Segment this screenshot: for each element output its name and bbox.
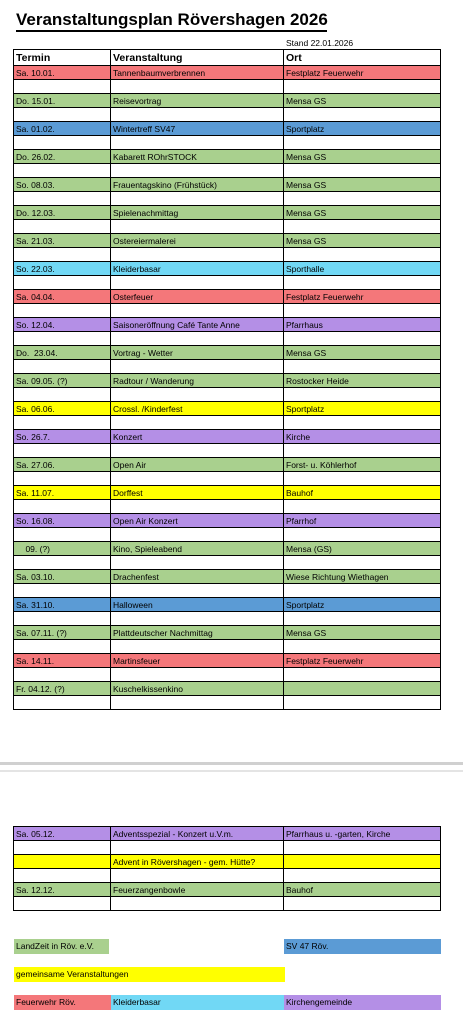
spacer-row: [14, 80, 441, 94]
event-name: Frauentagskino (Frühstück): [111, 178, 284, 192]
event-date: Sa. 27.06.: [14, 458, 111, 472]
legend-landzeit: LandZeit in Röv. e.V.: [14, 939, 109, 954]
spacer-row: [14, 164, 441, 178]
spacer-cell: [14, 528, 111, 542]
event-location: Festplatz Feuerwehr: [284, 654, 441, 668]
spacer-cell: [111, 360, 284, 374]
spacer-row: [14, 841, 441, 855]
event-location: Forst- u. Köhlerhof: [284, 458, 441, 472]
spacer-cell: [284, 612, 441, 626]
event-date: Fr. 04.12. (?): [14, 682, 111, 696]
spacer-cell: [14, 869, 111, 883]
event-row: [14, 290, 441, 304]
spacer-row: [14, 696, 441, 710]
event-date: Do. 15.01.: [14, 94, 111, 108]
event-name: Drachenfest: [111, 570, 284, 584]
event-name: Wintertreff SV47: [111, 122, 284, 136]
event-table: [13, 49, 441, 710]
event-name: Martinsfeuer: [111, 654, 284, 668]
spacer-row: [14, 897, 441, 911]
spacer-cell: [284, 80, 441, 94]
event-name: Open Air Konzert: [111, 514, 284, 528]
spacer-cell: [284, 108, 441, 122]
spacer-cell: [14, 500, 111, 514]
event-date: Sa. 05.12.: [14, 827, 111, 841]
event-row: [14, 827, 441, 841]
spacer-cell: [284, 668, 441, 682]
spacer-cell: [14, 444, 111, 458]
event-row: [14, 458, 441, 472]
stand-date: Stand 22.01.2026: [286, 38, 354, 48]
event-row: [14, 206, 441, 220]
spacer-row: [14, 528, 441, 542]
spacer-cell: [284, 528, 441, 542]
event-date: Sa. 31.10.: [14, 598, 111, 612]
event-location: Sportplatz: [284, 598, 441, 612]
spacer-cell: [111, 500, 284, 514]
event-date: Sa. 06.06.: [14, 402, 111, 416]
table-header: [14, 50, 441, 66]
event-row: [14, 262, 441, 276]
legend-sv47: SV 47 Röv.: [284, 939, 441, 954]
header-ort: Ort: [284, 50, 441, 66]
event-row: [14, 654, 441, 668]
spacer-cell: [14, 696, 111, 710]
event-row: [14, 178, 441, 192]
spacer-cell: [111, 897, 284, 911]
spacer-cell: [284, 869, 441, 883]
spacer-cell: [284, 192, 441, 206]
event-location: Mensa GS: [284, 150, 441, 164]
event-location: Pfarrhaus u. -garten, Kirche: [284, 827, 441, 841]
event-row: [14, 430, 441, 444]
event-row: [14, 855, 441, 869]
spacer-row: [14, 500, 441, 514]
event-date: So. 12.04.: [14, 318, 111, 332]
spacer-cell: [14, 360, 111, 374]
event-date: [14, 855, 111, 869]
spacer-row: [14, 556, 441, 570]
event-date: Sa. 12.12.: [14, 883, 111, 897]
event-date: So. 22.03.: [14, 262, 111, 276]
spacer-cell: [14, 136, 111, 150]
event-name: Adventsspezial - Konzert u.V.m.: [111, 827, 284, 841]
spacer-row: [14, 360, 441, 374]
spacer-cell: [14, 304, 111, 318]
spacer-cell: [14, 276, 111, 290]
section-divider-shadow: [0, 770, 463, 772]
event-name: Reisevortrag: [111, 94, 284, 108]
spacer-row: [14, 332, 441, 346]
event-date: Do. 12.03.: [14, 206, 111, 220]
spacer-cell: [14, 668, 111, 682]
spacer-cell: [284, 248, 441, 262]
spacer-cell: [284, 220, 441, 234]
spacer-cell: [111, 640, 284, 654]
event-location: Sportplatz: [284, 122, 441, 136]
spacer-cell: [111, 584, 284, 598]
spacer-row: [14, 192, 441, 206]
event-name: Advent in Rövershagen - gem. Hütte?: [111, 855, 284, 869]
event-location: Festplatz Feuerwehr: [284, 66, 441, 80]
spacer-row: [14, 612, 441, 626]
event-row: [14, 150, 441, 164]
spacer-row: [14, 640, 441, 654]
spacer-row: [14, 472, 441, 486]
spacer-row: [14, 416, 441, 430]
event-location: Pfarrhof: [284, 514, 441, 528]
spacer-cell: [284, 696, 441, 710]
spacer-cell: [111, 472, 284, 486]
event-name: Tannenbaumverbrennen: [111, 66, 284, 80]
event-name: Kino, Spieleabend: [111, 542, 284, 556]
spacer-cell: [14, 556, 111, 570]
legend-gemeinsam: gemeinsame Veranstaltungen: [14, 967, 285, 982]
event-location: Sporthalle: [284, 262, 441, 276]
event-row: [14, 402, 441, 416]
legend-kirchengemeinde: Kirchengemeinde: [284, 995, 441, 1010]
section-divider: [0, 762, 463, 765]
spacer-row: [14, 444, 441, 458]
legend-feuerwehr: Feuerwehr Röv.: [14, 995, 111, 1010]
spacer-cell: [111, 248, 284, 262]
event-date: Sa. 10.01.: [14, 66, 111, 80]
spacer-cell: [111, 444, 284, 458]
event-location: Mensa GS: [284, 94, 441, 108]
event-name: Kleiderbasar: [111, 262, 284, 276]
event-row: [14, 234, 441, 248]
event-name: Open Air: [111, 458, 284, 472]
event-date: Do. 23.04.: [14, 346, 111, 360]
event-row: [14, 318, 441, 332]
spacer-cell: [284, 276, 441, 290]
spacer-cell: [284, 388, 441, 402]
spacer-row: [14, 668, 441, 682]
spacer-cell: [111, 276, 284, 290]
event-date: Sa. 21.03.: [14, 234, 111, 248]
page-title: Veranstaltungsplan Rövershagen 2026: [16, 10, 328, 29]
spacer-cell: [14, 108, 111, 122]
spacer-cell: [284, 897, 441, 911]
event-row: [14, 122, 441, 136]
event-location: Bauhof: [284, 883, 441, 897]
spacer-row: [14, 220, 441, 234]
spacer-cell: [14, 332, 111, 346]
event-location: Mensa GS: [284, 234, 441, 248]
spacer-cell: [14, 388, 111, 402]
event-name: Halloween: [111, 598, 284, 612]
spacer-cell: [284, 136, 441, 150]
event-location: Pfarrhaus: [284, 318, 441, 332]
spacer-cell: [284, 304, 441, 318]
event-date: Sa. 07.11. (?): [14, 626, 111, 640]
spacer-cell: [284, 640, 441, 654]
event-name: Osterfeuer: [111, 290, 284, 304]
spacer-cell: [111, 528, 284, 542]
spacer-row: [14, 869, 441, 883]
event-location: Mensa GS: [284, 206, 441, 220]
spacer-cell: [111, 388, 284, 402]
event-location: Mensa GS: [284, 626, 441, 640]
spacer-cell: [14, 192, 111, 206]
event-name: Plattdeutscher Nachmittag: [111, 626, 284, 640]
event-name: Feuerzangenbowle: [111, 883, 284, 897]
spacer-cell: [14, 220, 111, 234]
spacer-cell: [284, 444, 441, 458]
event-location: Mensa (GS): [284, 542, 441, 556]
event-location: Mensa GS: [284, 346, 441, 360]
spacer-cell: [284, 584, 441, 598]
spacer-cell: [111, 841, 284, 855]
legend-kleiderbasar: Kleiderbasar: [111, 995, 284, 1010]
spacer-cell: [14, 472, 111, 486]
event-name: Vortrag - Wetter: [111, 346, 284, 360]
spacer-cell: [111, 80, 284, 94]
event-date: Sa. 04.04.: [14, 290, 111, 304]
event-name: Kabarett ROhrSTOCK: [111, 150, 284, 164]
event-name: Crossl. /Kinderfest: [111, 402, 284, 416]
spacer-cell: [14, 640, 111, 654]
event-row: [14, 570, 441, 584]
event-name: Konzert: [111, 430, 284, 444]
spacer-row: [14, 108, 441, 122]
event-location: Bauhof: [284, 486, 441, 500]
spacer-cell: [14, 248, 111, 262]
spacer-cell: [111, 556, 284, 570]
event-location: Sportplatz: [284, 402, 441, 416]
header-veranstaltung: Veranstaltung: [111, 50, 284, 66]
event-row: [14, 66, 441, 80]
spacer-cell: [284, 500, 441, 514]
december-table: [13, 826, 441, 911]
event-name: Kuschelkissenkino: [111, 682, 284, 696]
event-row: [14, 486, 441, 500]
spacer-cell: [111, 869, 284, 883]
event-date: Sa. 03.10.: [14, 570, 111, 584]
spacer-cell: [284, 416, 441, 430]
event-location: Festplatz Feuerwehr: [284, 290, 441, 304]
spacer-row: [14, 304, 441, 318]
event-row: [14, 514, 441, 528]
spacer-cell: [14, 841, 111, 855]
spacer-cell: [111, 164, 284, 178]
spacer-cell: [111, 668, 284, 682]
spacer-cell: [111, 108, 284, 122]
spacer-cell: [284, 332, 441, 346]
spacer-cell: [111, 136, 284, 150]
spacer-cell: [14, 897, 111, 911]
event-row: [14, 883, 441, 897]
event-date: Do. 26.02.: [14, 150, 111, 164]
event-row: [14, 682, 441, 696]
event-name: Ostereiermalerei: [111, 234, 284, 248]
event-location: [284, 855, 441, 869]
event-row: [14, 374, 441, 388]
spacer-cell: [284, 472, 441, 486]
spacer-row: [14, 276, 441, 290]
event-date: Sa. 11.07.: [14, 486, 111, 500]
event-name: Spielenachmittag: [111, 206, 284, 220]
spacer-row: [14, 136, 441, 150]
event-location: Mensa GS: [284, 178, 441, 192]
event-row: [14, 542, 441, 556]
event-date: So. 08.03.: [14, 178, 111, 192]
spacer-cell: [14, 164, 111, 178]
event-name: Dorffest: [111, 486, 284, 500]
spacer-cell: [111, 416, 284, 430]
event-location: Kirche: [284, 430, 441, 444]
spacer-row: [14, 584, 441, 598]
spacer-cell: [284, 360, 441, 374]
spacer-cell: [284, 556, 441, 570]
event-location: Rostocker Heide: [284, 374, 441, 388]
spacer-cell: [284, 841, 441, 855]
event-date: Sa. 01.02.: [14, 122, 111, 136]
spacer-cell: [111, 612, 284, 626]
event-row: [14, 626, 441, 640]
event-row: [14, 94, 441, 108]
spacer-cell: [111, 192, 284, 206]
spacer-cell: [284, 164, 441, 178]
spacer-cell: [111, 332, 284, 346]
title-underline: [16, 30, 327, 32]
spacer-row: [14, 388, 441, 402]
event-date: So. 16.08.: [14, 514, 111, 528]
spacer-row: [14, 248, 441, 262]
event-row: [14, 598, 441, 612]
spacer-cell: [14, 80, 111, 94]
event-date: 09. (?): [14, 542, 111, 556]
event-location: [284, 682, 441, 696]
spacer-cell: [14, 584, 111, 598]
header-termin: Termin: [14, 50, 111, 66]
event-name: Saisoneröffnung Café Tante Anne: [111, 318, 284, 332]
event-row: [14, 346, 441, 360]
spacer-cell: [111, 696, 284, 710]
spacer-cell: [14, 612, 111, 626]
spacer-cell: [111, 220, 284, 234]
spacer-cell: [111, 304, 284, 318]
event-date: Sa. 14.11.: [14, 654, 111, 668]
event-date: Sa. 09.05. (?): [14, 374, 111, 388]
event-date: So. 26.7.: [14, 430, 111, 444]
spacer-cell: [14, 416, 111, 430]
event-location: Wiese Richtung Wiethagen: [284, 570, 441, 584]
event-name: Radtour / Wanderung: [111, 374, 284, 388]
